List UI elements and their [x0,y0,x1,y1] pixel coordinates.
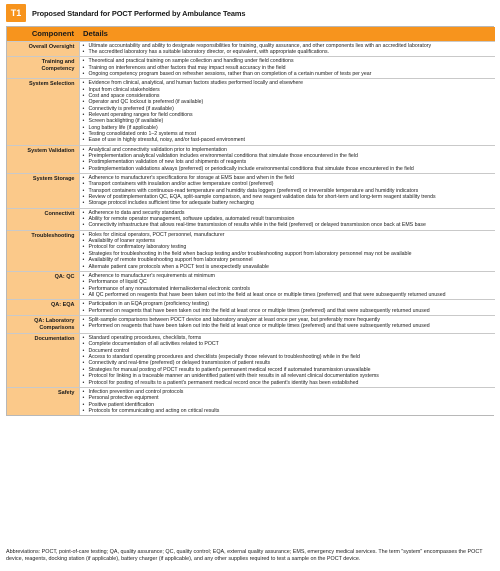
detail-item: • Evidence from clinical, analytical, and human factors studies performed locally and elsewhere [83,80,493,86]
detail-item: • Protocol for linking in a traceable manner an unidentified patient with their results in all relevant clinical documentation systems [83,373,493,379]
detail-item: • Connectivity infrastructure that allows real-time transmission of results while in the field (preferred) or delayed transmission once back at EMS base [83,222,493,228]
detail-item: • Ease of use in highly stressful, noisy, and/or fast-paced environment [83,137,493,143]
details-cell [79,57,495,79]
details-list [83,80,493,143]
table-row [7,300,495,316]
details-list [83,58,493,77]
table-row [7,174,495,209]
table-row [7,208,495,230]
detail-item: • Relevant operating ranges for field conditions [83,112,493,118]
table-row [7,57,495,79]
detail-item: • Availability of loaner systems [83,238,493,244]
detail-item: • Preimplementation analytical validation includes environmental conditions that simulate those encountered in the field [83,153,493,159]
detail-item: • Ability for remote operator management, software updates, automated result transmission [83,216,493,222]
detail-item: • Standard operating procedures, checklists, forms [83,335,493,341]
component-cell: Training and Competency [7,57,79,79]
detail-item: • Split-sample comparisons between POCT device and laboratory analyzer at least once per year, but preferably more frequently [83,317,493,323]
details-cell [79,230,495,271]
detail-item: • Performance of liquid QC [83,279,493,285]
table-row [7,271,495,299]
detail-item: • Screen backlighting (if available) [83,118,493,124]
details-list [83,301,493,314]
detail-item: • Training on interferences and other factors that may impact result accuracy in the field [83,65,493,71]
detail-item: • Analytical and connectivity validation prior to implementation [83,147,493,153]
detail-item: • Cost and space considerations [83,93,493,99]
detail-item: • Review of postimplementation QC, EQA, split-sample comparison, and new reagent validation data for short-term and long-term reagent stability trends [83,194,493,200]
detail-item: • Long battery life (if applicable) [83,125,493,131]
details-list [83,232,493,270]
detail-item: • Theoretical and practical training on sample collection and handling under field conditions [83,58,493,64]
detail-item: • Operator and QC lockout is preferred (if available) [83,99,493,105]
table-body [7,41,495,415]
detail-item: • Protocol for confirmatory laboratory testing [83,244,493,250]
details-cell [79,41,495,57]
detail-item: • Ongoing competency program based on refresher sessions, rather than on completion of a certain number of tests per year [83,71,493,77]
detail-item: • Strategies for manual posting of POCT results to patient's permanent medical record if automated transmission unavailable [83,367,493,373]
detail-item: • Postimplementation validations always (preferred) or periodically include environmental conditions that simulate those encountered in the field [83,166,493,172]
table-number-badge: T1 [6,4,26,22]
component-cell: System Validation [7,145,79,173]
standards-table [6,26,494,416]
details-cell [79,208,495,230]
details-cell [79,145,495,173]
details-list [83,389,493,414]
table-row [7,334,495,388]
detail-item: • Positive patient identification [83,402,493,408]
table-head-row [7,27,495,41]
detail-item: • Connectivity is preferred (if available) [83,106,493,112]
table-title: Proposed Standard for POCT Performed by Ambulance Teams [32,8,246,18]
detail-item: • Roles for clinical operators, POCT personnel, manufacturer [83,232,493,238]
details-cell [79,174,495,209]
table-row [7,41,495,57]
detail-item: • Infection prevention and control protocols [83,389,493,395]
detail-item: • Input from clinical stakeholders [83,87,493,93]
detail-item: • Adherence to manufacturer's requirements at minimum [83,273,493,279]
component-cell: System Storage [7,174,79,209]
table-row [7,79,495,145]
detail-item: • Document control [83,348,493,354]
details-list [83,210,493,229]
detail-item: • Adherence to data and security standards [83,210,493,216]
component-cell: QA: QC [7,271,79,299]
abbreviations-footnote: Abbreviations: POCT, point-of-care testing; QA, quality assurance; QC, quality control; EQA, external quality assurance; EMS, emergency medical services. The term "system" encompasses the POCT device, reagents, docking station (if applicable), battery charger (if applicable), and any other supplies required to test a sample on the POCT device. [6,549,483,562]
detail-item: • The accredited laboratory has a suitable laboratory director, or equivalent, with appropriate qualifications. [83,49,493,55]
details-list [83,317,493,330]
details-cell [79,79,495,145]
detail-item: • Protocol for posting of results to a patient's permanent medical record once the patient's identity has been established [83,380,493,386]
detail-item: • Ultimate accountability and ability to designate responsibilities for training, quality assurance, and other components lies with an accredited laboratory [83,43,493,49]
details-list [83,175,493,207]
component-cell: Safety [7,387,79,415]
detail-item: • Storage protocol includes sufficient time for adequate battery recharging [83,200,493,206]
component-cell: Troubleshooting [7,230,79,271]
table-row [7,387,495,415]
detail-item: • Performed on reagents that have been taken out into the field at least once or multiple times (preferred) and that were subsequently returned unused [83,323,493,329]
component-cell: QA: EQA [7,300,79,316]
details-list [83,43,493,56]
detail-item: • Protocols for communicating and acting on critical results [83,408,493,414]
column-header-component: Component [7,27,79,41]
component-cell: Overall Oversight [7,41,79,57]
detail-item: • Access to standard operating procedures and checklists (especially those relevant to troubleshooting) while in the field [83,354,493,360]
detail-item: • Adherence to manufacturer's specifications for storage at EMS base and when in the field [83,175,493,181]
details-list [83,273,493,298]
detail-item: • Strategies for troubleshooting in the field when backup testing and/or troubleshooting support from laboratory personnel may not be available [83,251,493,257]
detail-item: • Availability of remote troubleshooting support from laboratory personnel [83,257,493,263]
detail-item: • Testing consolidated onto 1–2 systems at most [83,131,493,137]
details-list [83,335,493,386]
component-cell: QA: Laboratory Comparisons [7,315,79,333]
detail-item: • Participation in an EQA program (proficiency testing) [83,301,493,307]
column-header-details: Details [79,27,495,41]
detail-item: • Complete documentation of all activities related to POCT [83,341,493,347]
details-list [83,147,493,172]
component-cell: Documentation [7,334,79,388]
details-cell [79,300,495,316]
component-cell: System Selection [7,79,79,145]
detail-item: • Postimplementation validation of new lots and shipments of reagents [83,159,493,165]
details-cell [79,315,495,333]
detail-item: • Transport containers with continuous-read temperature and humidity data loggers (preferred) or irreversible temperature and humidity indicators [83,188,493,194]
detail-item: • Performance of any nonautomated internal/external electronic controls [83,286,493,292]
table-row [7,315,495,333]
detail-item: • All QC performed on reagents that have been taken out into the field at least once or multiple times (preferred) and that were subsequently returned unused [83,292,493,298]
table-row [7,145,495,173]
table-header [6,4,245,22]
detail-item: • Connectivity and real-time (preferred) or delayed transmission of patient results [83,360,493,366]
detail-item: • Personal protective equipment [83,395,493,401]
details-cell [79,334,495,388]
detail-item: • Alternate patient care protocols when a POCT test is unexpectedly unavailable [83,264,493,270]
component-cell: Connectivit [7,208,79,230]
table-row [7,230,495,271]
detail-item: • Performed on reagents that have been taken out into the field at least once or multiple times (preferred) and that were subsequently returned unused [83,308,493,314]
detail-item: • Transport containers with insulation and/or active temperature control (preferred) [83,181,493,187]
details-cell [79,271,495,299]
details-cell [79,387,495,415]
